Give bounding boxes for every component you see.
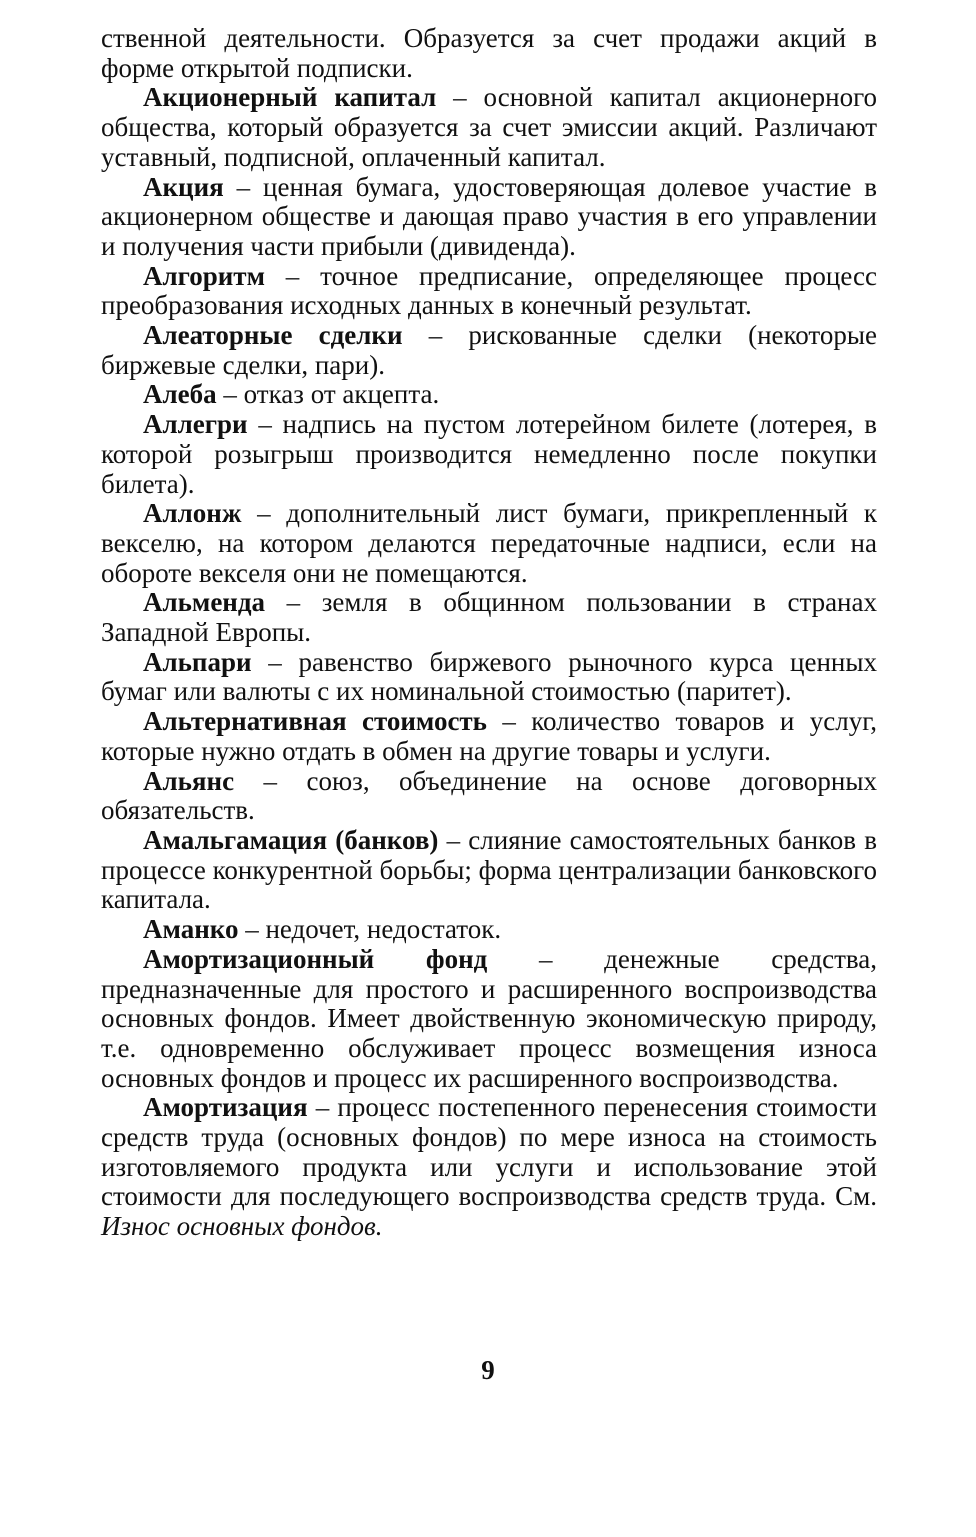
term: Амортизация	[143, 1092, 308, 1123]
term: Акционерный капитал	[143, 82, 437, 113]
entry-amanko	[101, 915, 877, 945]
cross-reference: Износ основных фондов.	[101, 1211, 383, 1242]
page-number: 9	[481, 1355, 495, 1385]
term: Амортизационный фонд	[143, 943, 488, 974]
entry-amortizatsiya	[101, 1093, 877, 1242]
entry-aktsiya	[101, 173, 877, 262]
definition: – денежные средства, предназначенные для простого и расширенного воспроизводства основных фондов. Имеет двойственную экономическую природу, т.е. одновременно обслуживает процесс возмещения износа основных фондов и процесс их расширенного воспроизводства.	[101, 943, 877, 1093]
term: Альтернативная стоимость	[143, 706, 487, 737]
entry-aktsionerny-kapital	[101, 83, 877, 172]
definition: – равенство биржевого рыночного курса ценных бумаг или валюты с их номинальной стоимостью (паритет).	[101, 646, 877, 707]
entry-alpari	[101, 648, 877, 707]
term: Аллегри	[143, 409, 248, 440]
definition: – количество товаров и услуг, которые нужно отдать в обмен на другие товары и услуги.	[101, 706, 877, 766]
definition: – процесс постепенного перенесения стоимости средств труда (основных фондов) по мере износа на стоимость изготовляемого продукта или услуги и использование этой стоимости для последующего воспроизводства средств труда. См.	[101, 1092, 877, 1212]
term: Альпари	[143, 646, 252, 677]
entry-alyans	[101, 767, 877, 826]
continuation-text: ственной деятельности. Образуется за счет продажи акций в форме открытой подписки.	[101, 23, 877, 83]
definition: – отказ от акцепта.	[216, 379, 440, 410]
term: Алеба	[143, 379, 217, 410]
entry-allegri	[101, 410, 877, 499]
term: Алгоритм	[143, 260, 265, 291]
definition: – земля в общинном пользовании в странах Западной Европы.	[101, 587, 877, 648]
definition: – основной капитал акционерного общества, который образуется за счет эмиссии акций. Различают уставный, подписной, оплаченный капитал.	[101, 82, 877, 172]
dictionary-page	[101, 24, 877, 1242]
entry-alternativnaya-stoimost	[101, 707, 877, 766]
definition: – рискованные сделки (некоторые биржевые сделки, пари).	[101, 320, 877, 380]
definition: – союз, объединение на основе договорных обязательств.	[101, 765, 877, 826]
term: Акция	[143, 171, 224, 202]
term: Амальгамация (банков)	[143, 824, 439, 855]
entry-amortizatsionny-fond	[101, 945, 877, 1094]
definition: – слияние самостоятельных банков в процессе конкурентной борьбы; форма централизации банковского капитала.	[101, 824, 877, 915]
definition: – ценная бумага, удостоверяющая долевое участие в акционерном обществе и дающая право участия в его управлении и получения части прибыли (дивиденда).	[101, 171, 877, 261]
entry-aleba	[101, 380, 877, 410]
entry-amalgamatsiya	[101, 826, 877, 915]
definition: – недочет, недостаток.	[238, 914, 502, 945]
term: Аманко	[143, 914, 239, 945]
entry-allonzh	[101, 499, 877, 588]
term: Алеаторные сделки	[143, 320, 403, 351]
entry-aleatornye-sdelki	[101, 321, 877, 380]
term: Альянс	[143, 765, 235, 796]
definition: – точное предписание, определяющее процесс преобразования исходных данных в конечный результат.	[101, 260, 877, 321]
definition: – надпись на пустом лотерейном билете (лотерея, в которой розыгрыш производится немедленно после покупки билета).	[101, 409, 877, 499]
term: Альменда	[143, 587, 266, 618]
entry-almenda	[101, 588, 877, 647]
definition: – дополнительный лист бумаги, прикрепленный к векселю, на котором делаются передаточные надписи, если на обороте векселя они не помещаются.	[101, 498, 877, 588]
term: Аллонж	[143, 498, 242, 529]
entry-algoritm	[101, 262, 877, 321]
